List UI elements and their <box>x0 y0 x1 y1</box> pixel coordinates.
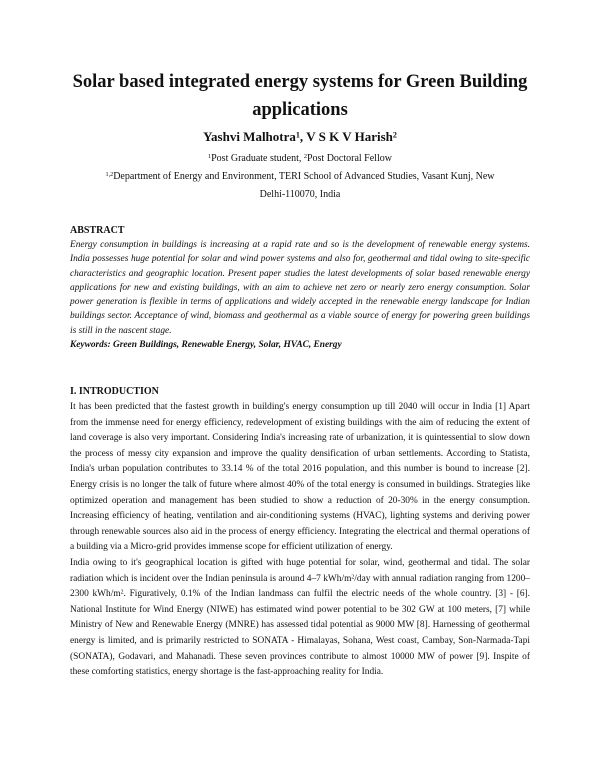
title-line-2: applications <box>252 100 348 120</box>
author-separator: , <box>299 129 307 144</box>
abstract-heading: ABSTRACT <box>70 225 125 236</box>
affiliation-line-1: Department of Energy and Environment, TERI School of Advanced Studies, Vasant Kunj, New <box>113 171 495 182</box>
abstract-text: Energy consumption in buildings is increasing at a rapid rate and so is the development of renewable energy systems. India possesses huge potential for solar and wind power systems and also for, geothermal and tidal owing to site-specific characteristics and geographic location. Present paper studies the latest developments of solar based renewable energy applications for new and existing buildings, with an aim to achieve net zero or nearly zero energy consumption. Solar power generation is flexible in terms of applications and widely accepted in the renewable energy landscape for Indian buildings sector. Acceptance of wind, biomass and geothermal as a viable source of energy for powering green buildings is still in the nascent stage. <box>70 240 530 336</box>
author-roles <box>60 150 540 168</box>
author-name: Yashvi Malhotra <box>203 129 296 144</box>
affiliation-marker: 1,2 <box>105 171 114 179</box>
keywords: Keywords: Green Buildings, Renewable Energy, Solar, HVAC, Energy <box>70 340 342 351</box>
title-line-1: Solar based integrated energy systems for Green Building <box>72 72 528 92</box>
author-affiliation-marker: 1 <box>295 130 300 140</box>
introduction-paragraph-1: It has been predicted that the fastest growth in building's energy consumption up till 2040 will occur in India [1] Apart from the immense need for energy efficiency, redevelopment of existing buildings with the aim of reducing the extent of land coverage is also very important. Considering India's increasing rate of urbanization, it is quintessential to slow down the process of messy city expansion and improve the quality densification of urban settlements. According to Statista, India's urban population contributes to 33.14 % of the total 2016 population, and this number is bound to increase [2]. Energy crisis is no longer the talk of future where almost 40% of the total energy is consumed in buildings. Strategies like optimized operation and management has been studied to show a reduction of 20-30% in the energy consumption. Increasing efficiency of heating, ventilation and air-conditioning systems (HVAC), lighting systems and deriving power through renewable sources also aid in the process of energy efficiency. Integrating the electrical and thermal operations of a building via a Micro-grid provides immense scope for efficient utilization of energy. <box>70 402 530 553</box>
role-marker: 2 <box>303 153 307 161</box>
role-text: Post Doctoral Fellow <box>306 153 392 164</box>
affiliation-line-2: Delhi-110070, India <box>259 189 341 200</box>
paragraph-text: /day with annual radiation ranging from 1200–2300 kWh/m <box>70 573 530 600</box>
superscript: 2 <box>351 573 355 580</box>
paragraph-text: India owing to it's geographical location is gifted with huge potential for solar, wind, geothermal and tidal. The solar radiation which is incident over the Indian peninsula is around 4–7 kWh/m <box>70 557 530 584</box>
introduction-paragraph-2 <box>70 556 530 681</box>
introduction-section <box>70 385 530 681</box>
author-name: V S K V Harish <box>306 129 393 144</box>
author-list <box>60 128 540 146</box>
superscript: 2 <box>120 589 124 596</box>
abstract-section <box>70 224 530 352</box>
role-text: Post Graduate student, <box>211 153 304 164</box>
paragraph-text: . Figuratively, 0.1% of the Indian landmass can fulfil the electric needs of the whole country. [3] - [6]. National Institute for Wind Energy (NIWE) has estimated wind power potential to be 302 GW at 100 meters, [7] while Ministry of New and Renewable Energy (MNRE) has assessed tidal potential as 9000 MW [8]. Harnessing of geothermal energy is limited, and is primarily restricted to SONATA - Himalayas, Sohana, West coast, Cambay, Son-Narmada-Tapi (SONATA), Godavari, and Mahanadi. These seven provinces contribute to almost 10000 MW of power [9]. Inspite of these comforting statistics, energy shortage is the fast-approaching reality for India. <box>70 589 530 678</box>
affiliation <box>60 168 540 204</box>
role-marker: 1 <box>208 153 212 161</box>
paper-title <box>60 68 540 124</box>
author-affiliation-marker: 2 <box>392 130 397 140</box>
introduction-heading: I. INTRODUCTION <box>70 386 159 397</box>
